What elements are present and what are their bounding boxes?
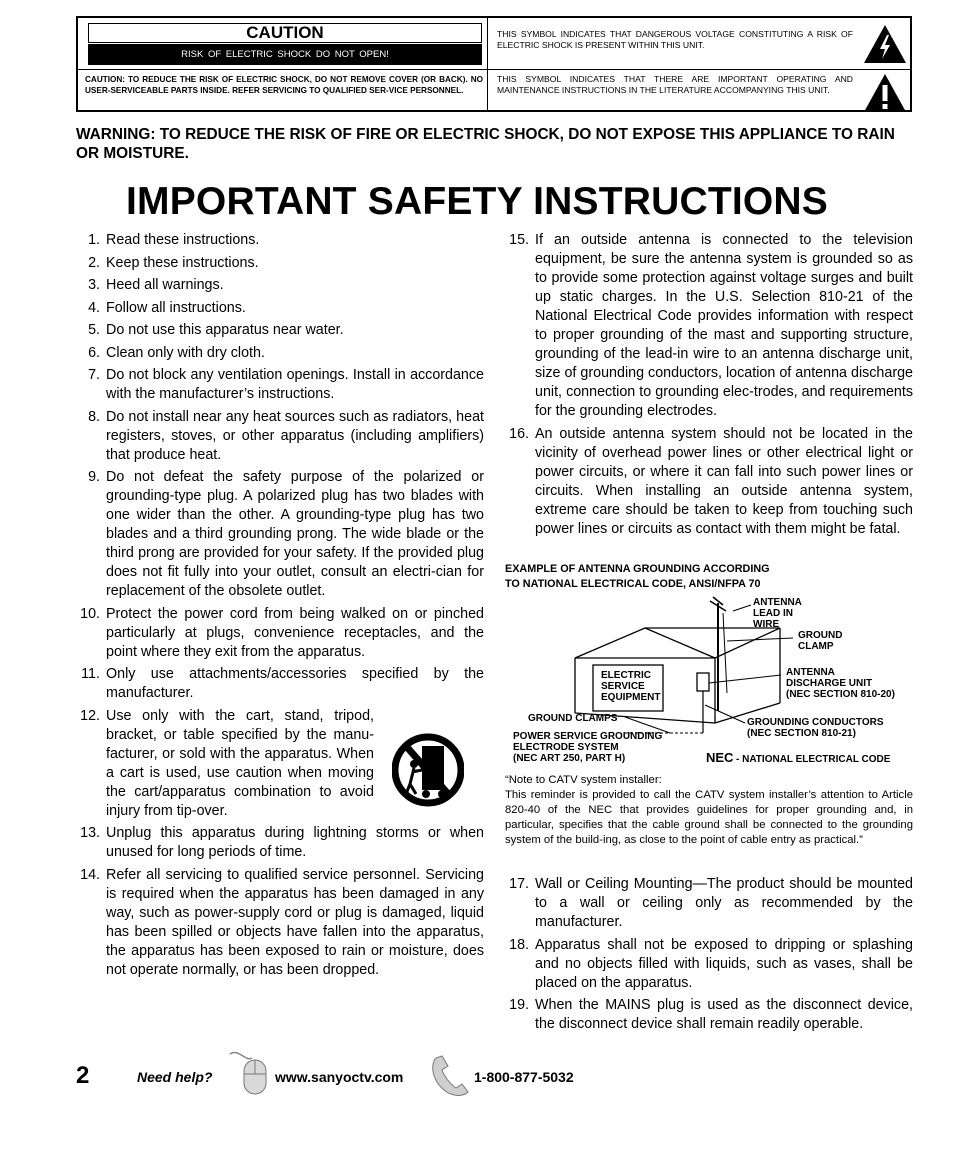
caution-subtitle: RISK OF ELECTRIC SHOCK DO NOT OPEN! (88, 44, 482, 65)
instructions-right-top (505, 231, 913, 542)
diagram-label: ELECTRODE SYSTEM (513, 742, 619, 753)
list-item: 11. Only use attachments/accessories specified by the manufacturer. (81, 666, 484, 701)
list-item: 4. Follow all instructions. (88, 299, 246, 316)
caution-text: CAUTION: TO REDUCE THE RISK OF ELECTRIC SHOCK, DO NOT REMOVE COVER (OR BACK). NO USER-SERVICEABLE PARTS INSIDE. REFER SERVICING TO QUALIFIED SER-VICE PERSONNEL. (85, 75, 483, 95)
caution-box (76, 16, 912, 112)
divider (78, 69, 910, 70)
catv-note: “Note to CATV system installer: This reminder is provided to call the CATV system installer’s attention to Article 820-40 of the NEC that provides guidelines for proper grounding and, in particular, specifies that the cable ground shall be connected to the grounding system of the build-ing, as close to the point of cable entry as practical.” (505, 774, 913, 846)
diagram-label: EQUIPMENT (601, 692, 661, 703)
warning-text: WARNING: TO REDUCE THE RISK OF FIRE OR ELECTRIC SHOCK, DO NOT EXPOSE THIS APPLIANCE TO RAIN OR MOISTURE. (76, 126, 895, 162)
page-number: 2 (76, 1062, 90, 1089)
list-item: 3. Heed all warnings. (88, 277, 224, 293)
list-item: 2. Keep these instructions. (88, 254, 259, 271)
diagram-label: GROUND (798, 630, 843, 641)
diagram-label: LEAD IN (753, 608, 793, 619)
diagram-label: CLAMP (798, 641, 834, 652)
list-item: 7. Do not block any ventilation openings. Install in accordance with the manufacturer’s instructions. (88, 367, 484, 402)
cart-warning-icon (392, 724, 464, 816)
list-item: 19. When the MAINS plug is used as the disconnect device, the disconnect device shall remain readily operable. (509, 997, 913, 1032)
list-item: 9. Do not defeat the safety purpose of the polarized or grounding-type plug. A polarized plug has two blades with one wider than the other. A grounding-type plug has two blades and a third grounding prong. The wide blade or the third prong are provided for your safety. If the provided plug does not fit fully into your outlet, consult an electri-cian for replacement of the obsolete outlet. (88, 469, 484, 599)
caution-title: CAUTION (88, 23, 482, 43)
list-item: 12. Use only with the cart, stand, tripod, bracket, or table specified by the manu-facturer, or sold with the apparatus. When a cart is used, use caution when moving the cart/apparatus combination to avoid injury from tip-over. (80, 707, 374, 819)
diagram-label: ANTENNA (786, 667, 835, 678)
list-item: 10. Protect the power cord from being walked on or pinched particularly at plugs, convenience receptacles, and the point where they exit from the apparatus. (80, 605, 484, 660)
figure-caption: EXAMPLE OF ANTENNA GROUNDING ACCORDING TO NATIONAL ELECTRICAL CODE, ANSI/NFPA 70 (505, 563, 770, 590)
diagram-label: (NEC SECTION 810-21) (747, 728, 856, 739)
instructions-left (76, 231, 484, 983)
need-help-label: Need help? (137, 1069, 213, 1085)
diagram-label: - NATIONAL ELECTRICAL CODE (736, 754, 891, 765)
list-item: 6. Clean only with dry cloth. (88, 344, 265, 361)
diagram-label: (NEC ART 250, PART H) (513, 753, 626, 764)
diagram-label: GROUND CLAMPS (528, 713, 618, 724)
list-item: 13. Unplug this apparatus during lightning storms or when unused for long periods of time. (80, 825, 484, 860)
mouse-icon (228, 1048, 270, 1096)
list-item: 15. If an outside antenna is connected to the television equipment, be sure the antenna system is grounded so as to provide some protection against voltage surges and built up static charges. In the U.S. Selection 810-21 of the National Electrical Code provides information with respect to proper grounding of the mast and supporting structure, grounding of the lead-in wire to an antenna discharge unit, size of grounding conductors, location of antenna discharge unit, connection to grounding elec-trodes, and requirements for the grounding electrodes. (509, 232, 913, 419)
list-item: 5. Do not use this apparatus near water. (88, 322, 344, 338)
page-title: IMPORTANT SAFETY INSTRUCTIONS (125, 180, 829, 223)
instructions-right-bottom (505, 875, 913, 1038)
phone-number[interactable]: 1-800-877-5032 (474, 1069, 574, 1085)
diagram-label: SERVICE (601, 681, 645, 692)
list-item: 16. An outside antenna system should not be located in the vicinity of overhead power lines or other electrical light or power circuits, or where it can fall into such power lines or circuits. When installing an outside antenna system, extreme care should be taken to keep from touching such power lines or circuits as contact with them might be fatal. (509, 425, 913, 537)
diagram-label: ELECTRIC (601, 670, 651, 681)
exclamation-symbol-text: THIS SYMBOL INDICATES THAT THERE ARE IMPORTANT OPERATING AND MAINTENANCE INSTRUCTIONS IN THE LITERATURE ACCOMPANYING THIS UNIT. (497, 74, 853, 95)
website-link[interactable]: www.sanyoctv.com (275, 1069, 404, 1085)
diagram-label: (NEC SECTION 810-20) (786, 689, 895, 700)
diagram-label: WIRE (753, 619, 780, 630)
list-item: 18. Apparatus shall not be exposed to dripping or splashing and no objects filled with liquids, such as vases, shall be placed on the apparatus. (509, 936, 913, 991)
voltage-symbol-text: THIS SYMBOL INDICATES THAT DANGEROUS VOLTAGE CONSTITUTING A RISK OF ELECTRIC SHOCK IS PRESENT WITHIN THIS UNIT. (497, 29, 853, 50)
diagram-label: NEC (706, 750, 734, 765)
list-item: 1. Read these instructions. (88, 232, 260, 248)
diagram-label: POWER SERVICE GROUNDING (513, 731, 663, 742)
list-item: 8. Do not install near any heat sources such as radiators, heat registers, stoves, or other apparatus (including amplifiers) that produce heat. (88, 408, 484, 463)
exclamation-triangle-icon (863, 73, 907, 113)
list-item: 17. Wall or Ceiling Mounting—The product should be mounted to a wall or ceiling only as recommended by the manufacturer. (509, 876, 913, 930)
diagram-label: ANTENNA (753, 597, 802, 608)
antenna-grounding-diagram (505, 593, 915, 773)
diagram-label: DISCHARGE UNIT (786, 678, 873, 689)
diagram-label: GROUNDING CONDUCTORS (747, 717, 884, 728)
lightning-triangle-icon (863, 24, 907, 64)
divider (487, 18, 488, 110)
list-item: 14. Refer all servicing to qualified service personnel. Servicing is required when the apparatus has been damaged in any way, such as power-supply cord or plug is damaged, liquid has been spilled or objects have fallen into the apparatus, the apparatus has been exposed to rain or moisture, does not operate normally, or has been dropped. (80, 866, 484, 978)
phone-icon (428, 1054, 470, 1098)
